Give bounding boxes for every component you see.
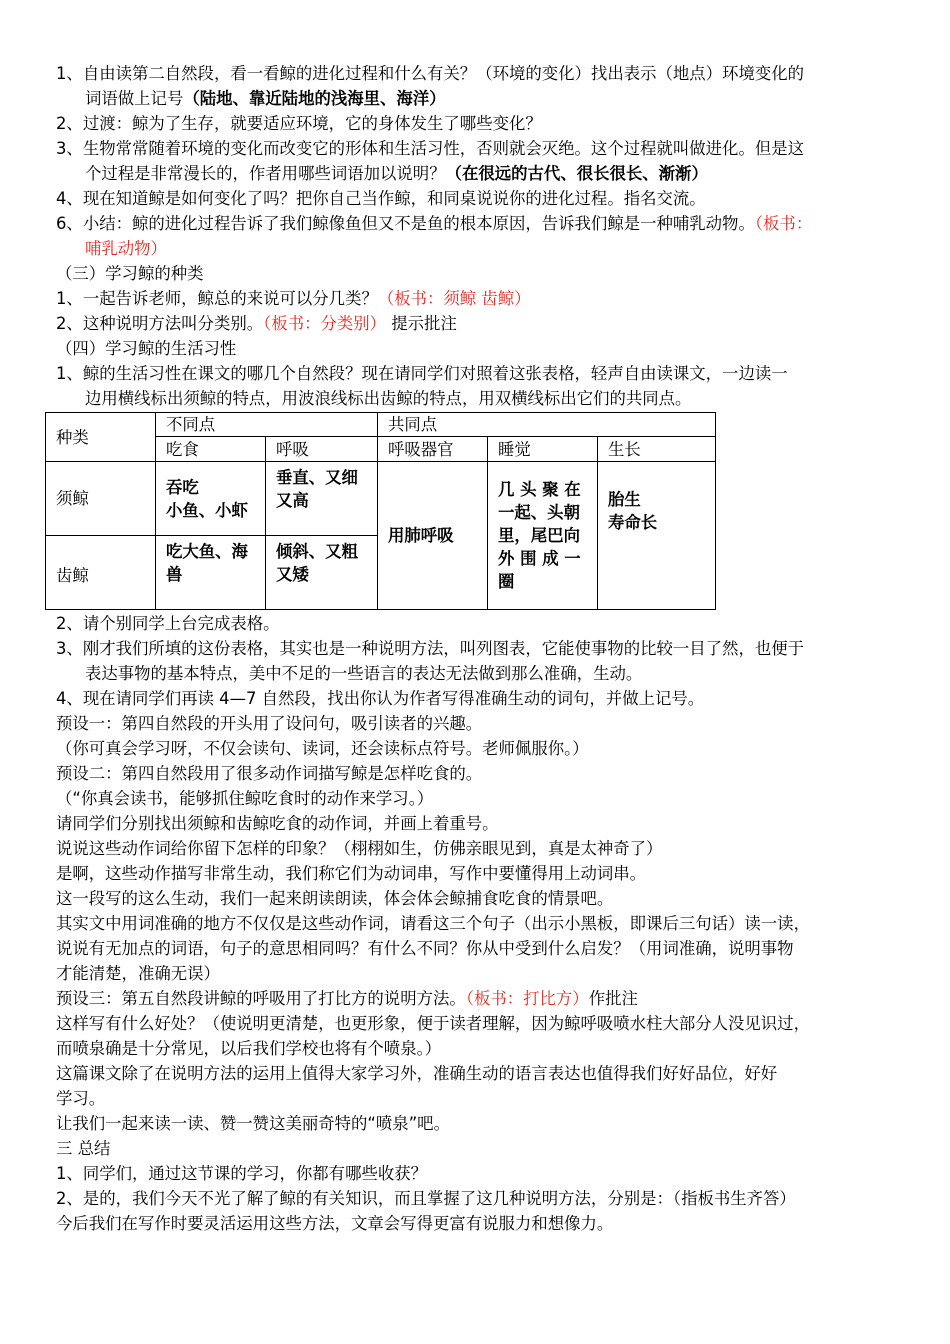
text-line — [56, 962, 916, 987]
common-organ: 用肺呼吸 — [378, 462, 488, 610]
line-text: （你可真会学习呀，不仅会读句、读词，还会读标点符号。老师佩服你。） — [56, 739, 589, 758]
header-sleep: 睡觉 — [488, 437, 598, 462]
line-text: 4、现在知道鲸是如何变化了吗？把你自己当作鲸，和同桌说说你的进化过程。指名交流。 — [56, 189, 706, 208]
text-line — [56, 1062, 916, 1087]
text-line — [56, 1112, 916, 1137]
line-text: 这篇课文除了在说明方法的运用上值得大家学习外，准确生动的语言表达也值得我们好好品位，好好 — [56, 1064, 778, 1083]
line-text: （四）学习鲸的生活习性 — [56, 339, 237, 358]
line-text: 而喷泉确是十分常见，以后我们学校也将有个喷泉。） — [56, 1039, 442, 1058]
row-toothed-eat: 吃大鱼、海 兽 — [156, 536, 266, 610]
text-line — [56, 687, 916, 712]
line-text: 1、一起告诉老师，鲸总的来说可以分几类？ — [56, 289, 378, 308]
answer-text: （陆地、靠近陆地的浅海里、海洋） — [183, 89, 446, 108]
text-line — [56, 1187, 916, 1212]
text-line — [56, 312, 916, 337]
line-text: 才能清楚，准确无误） — [56, 964, 220, 983]
text-line — [85, 237, 945, 262]
answer-text: （在很远的古代、很长很长、渐渐） — [445, 164, 708, 183]
line-text: 词语做上记号 — [85, 89, 184, 108]
line-text: 学习。 — [56, 1089, 106, 1108]
text-line — [56, 1137, 916, 1162]
board-note: （板书：打比方） — [465, 989, 589, 1008]
board-note: （板书：须鲸 齿鲸） — [377, 289, 531, 308]
line-text: 预设二：第四自然段用了很多动作词描写鲸是怎样吃食的。 — [56, 764, 483, 783]
text-line — [56, 137, 916, 162]
text-line — [56, 337, 916, 362]
text-line — [56, 1037, 916, 1062]
line-text: 个过程是非常漫长的，作者用哪些词语加以说明？ — [85, 164, 446, 183]
row-toothed-name: 齿鲸 — [46, 536, 156, 610]
text-line — [56, 1162, 916, 1187]
line-text: 预设一：第四自然段的开头用了设问句，吸引读者的兴趣。 — [56, 714, 483, 733]
line-text: 1、自由读第二自然段，看一看鲸的进化过程和什么有关？（环境的变化）找出表示（地点）环境变化的 — [56, 64, 805, 83]
line-text: （三）学习鲸的种类 — [56, 264, 204, 283]
line-text: 4、现在请同学们再读 4—7 自然段，找出你认为作者写得准确生动的词句，并做上记号。 — [56, 689, 705, 708]
text-line — [56, 937, 916, 962]
line-text: 2、这种说明方法叫分类别。 — [56, 314, 264, 333]
header-differences: 不同点 — [156, 413, 378, 437]
line-text: 让我们一起来读一读、赞一赞这美丽奇特的“喷泉”吧。 — [56, 1114, 450, 1133]
line-text: 这一段写的这么生动，我们一起来朗读朗读，体会体会鲸捕食吃食的情景吧。 — [56, 889, 614, 908]
line-text: 请同学们分别找出须鲸和齿鲸吃食的动作词，并画上着重号。 — [56, 814, 499, 833]
text-line — [56, 862, 916, 887]
text-line — [85, 662, 945, 687]
header-organ: 呼吸器官 — [378, 437, 488, 462]
line-text: 1、鲸的生活习性在课文的哪几个自然段？现在请同学们对照着这张表格，轻声自由读课文，一边读一 — [56, 364, 788, 383]
text-line — [56, 612, 916, 637]
row-baleen-breath: 垂直、又细 又高 — [266, 462, 378, 536]
header-common: 共同点 — [378, 413, 716, 437]
text-line — [56, 762, 916, 787]
text-line — [56, 912, 916, 937]
common-grow: 胎生 寿命长 — [598, 462, 716, 610]
row-toothed-breath: 倾斜、又粗 又矮 — [266, 536, 378, 610]
text-line — [56, 187, 916, 212]
line-text: 预设三：第五自然段讲鲸的呼吸用了打比方的说明方法。 — [56, 989, 466, 1008]
line-text: 提示批注 — [386, 314, 457, 333]
line-text: 作批注 — [588, 989, 638, 1008]
text-line — [56, 262, 916, 287]
line-text: 表达事物的基本特点，美中不足的一些语言的表达无法做到那么准确，生动。 — [85, 664, 643, 683]
row-baleen-name: 须鲸 — [46, 462, 156, 536]
common-sleep: 几 头 聚 在 一起、头朝 里，尾巴向 外 围 成 一 圈 — [488, 462, 598, 610]
line-text: 3、生物常常随着环境的变化而改变它的形体和生活习性，否则就会灭绝。这个过程就叫做进化。但是这 — [56, 139, 805, 158]
line-text: 1、同学们，通过这节课的学习，你都有哪些收获？ — [56, 1164, 428, 1183]
text-line — [56, 712, 916, 737]
line-text: 6、小结：鲸的进化过程告诉了我们鲸像鱼但又不是鱼的根本原因，告诉我们鲸是一种哺乳动物。 — [56, 214, 755, 233]
line-text: 其实文中用词准确的地方不仅仅是这些动作词，请看这三个句子（出示小黑板，即课后三句话）读一读， — [56, 914, 810, 933]
whale-comparison-table — [45, 412, 716, 610]
text-line — [56, 987, 916, 1012]
text-line — [56, 362, 916, 387]
line-text: 说说有无加点的词语，句子的意思相同吗？有什么不同？你从中受到什么启发？（用词准确，说明事物 — [56, 939, 794, 958]
line-text: 这样写有什么好处？（使说明更清楚，也更形象，便于读者理解，因为鲸呼吸喷水柱大部分人没见识过， — [56, 1014, 810, 1033]
text-line — [56, 637, 916, 662]
text-line — [56, 1087, 916, 1112]
line-text: 今后我们在写作时要灵活运用这些方法，文章会写得更富有说服力和想像力。 — [56, 1214, 614, 1233]
row-baleen-eat: 吞吃 小鱼、小虾 — [156, 462, 266, 536]
text-line — [56, 812, 916, 837]
line-text: 边用横线标出须鲸的特点，用波浪线标出齿鲸的特点，用双横线标出它们的共同点。 — [85, 389, 692, 408]
text-line — [56, 62, 916, 87]
board-note: （板书：分类别） — [263, 314, 387, 333]
text-line — [85, 87, 945, 112]
header-grow: 生长 — [598, 437, 716, 462]
line-text: （“你真会读书，能够抓住鲸吃食时的动作来学习。） — [56, 789, 434, 808]
line-text: 3、刚才我们所填的这份表格，其实也是一种说明方法，叫列图表，它能使事物的比较一目了然，也便于 — [56, 639, 805, 658]
line-text: 三 总结 — [56, 1139, 111, 1158]
line-text: 2、请个别同学上台完成表格。 — [56, 614, 280, 633]
text-line — [56, 887, 916, 912]
line-text: 2、过渡：鲸为了生存，就要适应环境，它的身体发生了哪些变化？ — [56, 114, 542, 133]
line-text: 是啊，这些动作描写非常生动，我们称它们为动词串，写作中要懂得用上动词串。 — [56, 864, 647, 883]
board-note: （板书： — [754, 214, 813, 233]
text-line — [56, 212, 916, 237]
text-line — [56, 787, 916, 812]
header-breath: 呼吸 — [266, 437, 378, 462]
line-text: 2、是的，我们今天不光了解了鲸的有关知识，而且掌握了这几种说明方法，分别是：（指板书生齐答） — [56, 1189, 796, 1208]
text-line — [56, 287, 916, 312]
header-eat: 吃食 — [156, 437, 266, 462]
text-line — [85, 162, 945, 187]
text-line — [56, 837, 916, 862]
text-line — [56, 112, 916, 137]
text-line — [85, 387, 945, 412]
line-text: 说说这些动作词给你留下怎样的印象？（栩栩如生，仿佛亲眼见到，真是太神奇了） — [56, 839, 663, 858]
board-note: 哺乳动物） — [85, 239, 167, 258]
header-kind: 种类 — [46, 413, 156, 462]
text-line — [56, 1012, 916, 1037]
text-line — [56, 737, 916, 762]
text-line — [56, 1212, 916, 1237]
